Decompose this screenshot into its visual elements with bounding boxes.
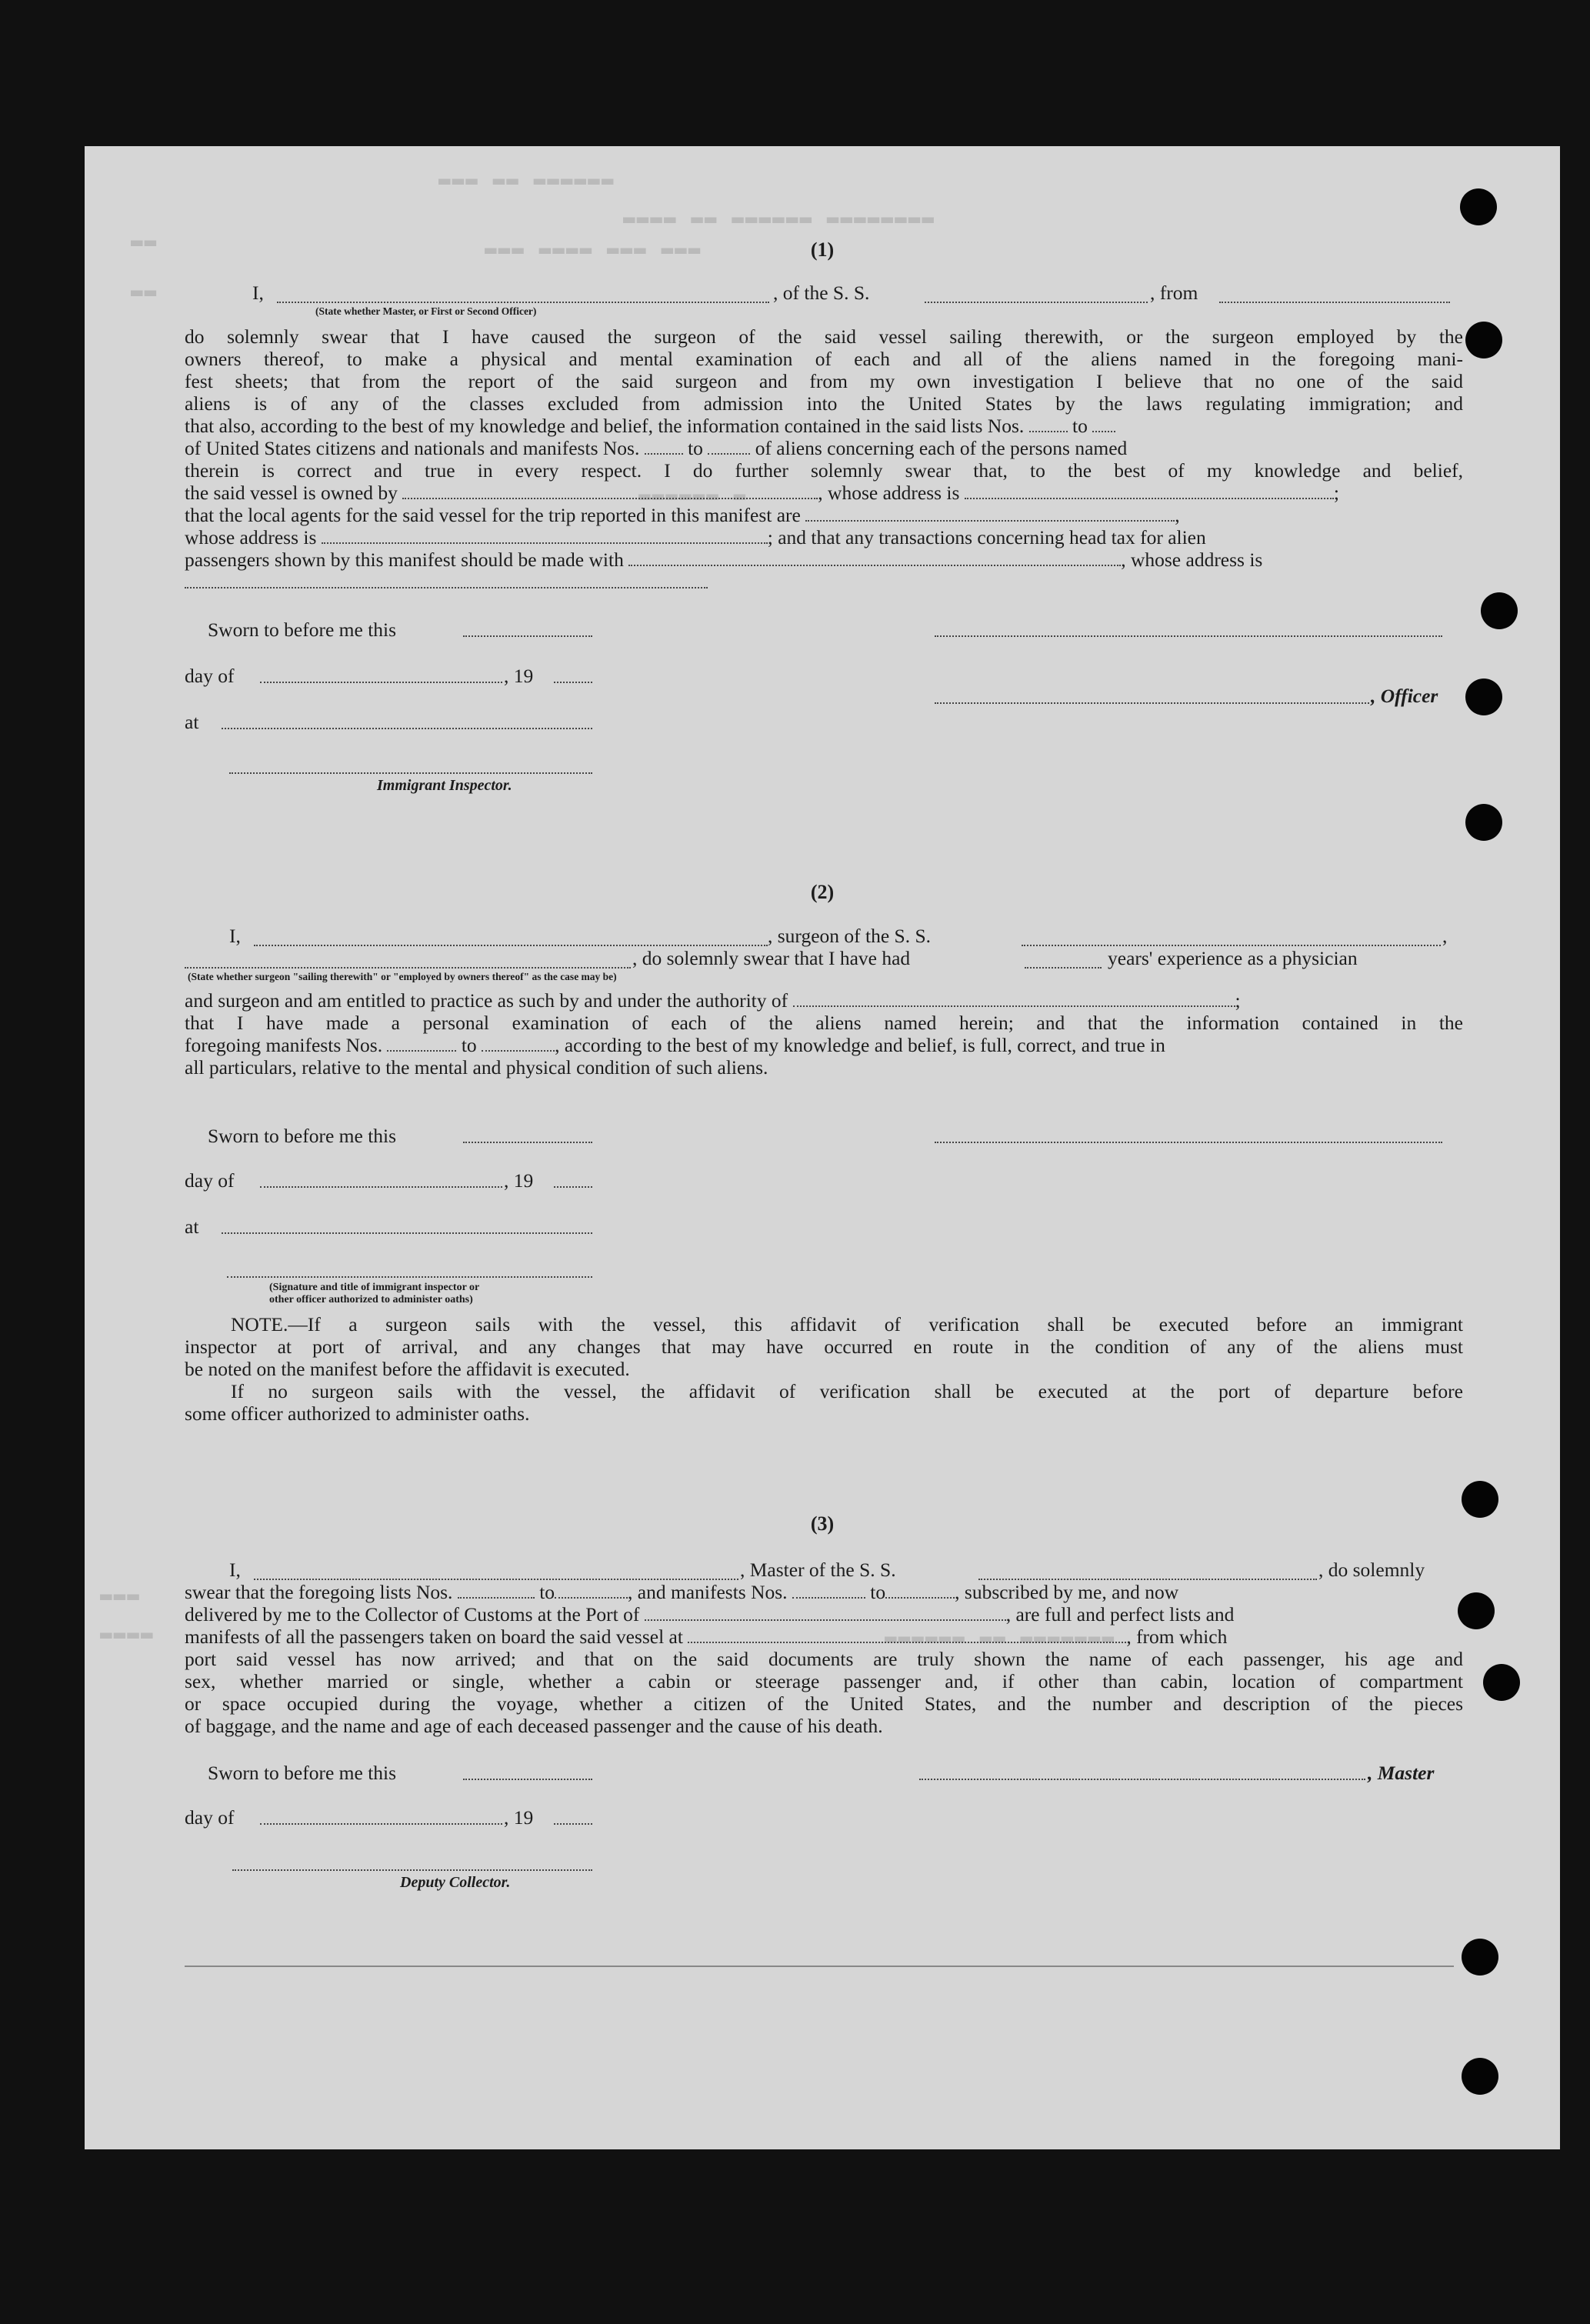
s1-line-4: aliens is of any of the classes excluded from admission into the United States by the laws regulating immigration; and — [185, 392, 1463, 415]
s3-port-taken-blank — [688, 1629, 1126, 1643]
s2-authority-blank — [793, 993, 1235, 1007]
s3-manifests-from-blank — [792, 1585, 865, 1599]
s2-note-line-4: If no surgeon sails with the vessel, the affidavit of verification shall be executed at the port of departure before — [231, 1380, 1463, 1402]
s2-surgeon-instruction: (State whether surgeon "sailing therewith" or "employed by owners thereof" as the case may be) — [188, 971, 617, 982]
s2-manifests-to: to — [461, 1034, 477, 1056]
s2-note-label: NOTE. — [231, 1313, 288, 1335]
s3-master-line — [919, 1779, 1365, 1780]
s2-year-label: , 19 — [504, 1169, 534, 1192]
s2-solemnly-swear: , do solemnly swear that I have had — [632, 947, 911, 969]
s3-line-manifests — [185, 1625, 1463, 1648]
section-3-header: (3) — [810, 1512, 835, 1535]
binder-hole-8 — [1483, 1664, 1520, 1701]
binder-hole-10 — [1462, 2058, 1498, 2095]
bleed-through-mark: ▬▬▬ ▬▬▬▬ ▬▬▬ ▬▬▬ — [485, 238, 702, 262]
s3-from-which: , from which — [1126, 1625, 1228, 1648]
s2-name-blank — [254, 945, 768, 946]
s2-signature-line — [935, 1142, 1442, 1143]
s1-local-agents: that the local agents for the said vessel for the trip reported in this manifest are — [185, 504, 801, 526]
manifest-page — [85, 146, 1560, 2149]
s3-year-blank — [554, 1823, 592, 1825]
s2-note-line-2: inspector at port of arrival, and any changes that may have occurred en route in the condition of any of the aliens must — [185, 1335, 1463, 1358]
s3-manifests-nos: , and manifests Nos. — [628, 1581, 788, 1603]
s1-head-tax: ; and that any transactions concerning head tax for alien — [767, 526, 1206, 548]
s1-officer-label: , Officer — [1371, 685, 1438, 707]
bleed-through-mark: ▬▬▬▬▬▬ ▬ — [638, 485, 748, 508]
s2-sworn-label: Sworn to before me this — [208, 1125, 397, 1147]
s1-head-tax-address-blank — [185, 587, 708, 589]
s1-agents-blank — [805, 508, 1175, 522]
s2-note-line-5: some officer authorized to administer oaths. — [185, 1402, 530, 1425]
s2-line-particulars: all particulars, relative to the mental and physical condition of such aliens. — [185, 1056, 768, 1079]
s1-line-2: owners thereof, to make a physical and mental examination of each and all of the aliens named in the foregoing mani- — [185, 348, 1463, 370]
s1-line-1: do solemnly swear that I have caused the surgeon of the said vessel sailing therewith, or the surgeon employed by the — [185, 325, 1463, 348]
s1-passengers-shown: passengers shown by this manifest should be made with — [185, 548, 624, 571]
s3-line-last: of baggage, and the name and age of each deceased passenger and the cause of his death. — [185, 1715, 883, 1737]
bleed-through-mark: ▬▬▬▬ — [100, 1623, 155, 1646]
s2-note-line-1 — [231, 1313, 1463, 1335]
s3-full-perfect: , are full and perfect lists and — [1005, 1603, 1235, 1625]
s2-authority-text: and surgeon and am entitled to practice as such by and under the authority of — [185, 989, 788, 1012]
s1-from: , from — [1150, 282, 1198, 304]
s3-lists-nos: swear that the foregoing lists Nos. — [185, 1581, 453, 1603]
s2-year-blank — [554, 1186, 592, 1188]
s3-line-1: port said vessel has now arrived; and that on the said documents are truly shown the name of each passenger, his age and — [185, 1648, 1463, 1670]
s1-year-label: , 19 — [504, 665, 534, 687]
s1-lists-to: to — [1072, 415, 1088, 437]
s2-line-authority — [185, 989, 1463, 1012]
s2-line1-comma: , — [1442, 925, 1448, 947]
s1-lists-nos-text: that also, according to the best of my knowledge and belief, the information contained in the said lists Nos. — [185, 415, 1025, 437]
s1-year-blank — [554, 682, 592, 683]
s1-of-the-ss: , of the S. S. — [773, 282, 870, 304]
section-2-header: (2) — [810, 881, 835, 903]
s1-inspector-line — [229, 772, 592, 774]
s3-subscribed: , subscribed by me, and now — [955, 1581, 1179, 1603]
s2-according: , according to the best of my knowledge and belief, is full, correct, and true in — [555, 1034, 1165, 1056]
s1-line-3: fest sheets; that from the report of the said surgeon and from my own investigation I believe that no one of the said — [185, 370, 1463, 392]
s1-line-therein: therein is correct and true in every respect. I do further solemnly swear that, to the best of my knowledge and belief, — [185, 459, 1463, 482]
s2-manifests-to-blank — [482, 1038, 555, 1052]
s1-manifests-to-blank — [708, 441, 750, 455]
bleed-through-mark: ▬▬ — [131, 231, 158, 254]
s3-master-label: , Master — [1368, 1762, 1435, 1784]
s3-day-of-label: day of — [185, 1806, 235, 1829]
bleed-through-mark: ▬▬▬▬▬▬ ▬▬ ▬▬▬▬▬▬▬ — [885, 1627, 1116, 1650]
binder-hole-3 — [1481, 592, 1518, 629]
s2-inspector-line — [227, 1276, 592, 1278]
s3-lists-from-blank — [458, 1585, 535, 1599]
s3-i: I, — [229, 1559, 241, 1581]
s1-sworn-label: Sworn to before me this — [208, 619, 397, 641]
s2-manifests-nos: foregoing manifests Nos. — [185, 1034, 383, 1056]
s3-line-lists — [185, 1581, 1463, 1603]
s3-manifests-to: to — [870, 1581, 886, 1603]
s1-from-blank — [1219, 302, 1450, 303]
s1-semicolon: ; — [1333, 482, 1339, 504]
s3-lists-to-blank — [555, 1585, 628, 1599]
s3-line-3: or space occupied during the voyage, whether a citizen of the United States, and the number and description of the pieces — [185, 1692, 1463, 1715]
s1-whose-address-is: , whose address is — [1121, 548, 1263, 571]
s3-manifests-to-blank — [885, 1585, 955, 1599]
s2-vessel-blank — [1022, 945, 1441, 946]
s1-line-passengers — [185, 548, 1463, 571]
s1-line-owned — [185, 482, 1463, 504]
s1-manifests-to: to — [688, 437, 703, 459]
s3-deputy-line — [232, 1869, 592, 1871]
s1-owned-by: the said vessel is owned by — [185, 482, 398, 504]
s3-year-label: , 19 — [504, 1806, 534, 1829]
s2-at-label: at — [185, 1215, 199, 1238]
s1-i: I, — [252, 282, 264, 304]
s2-at-blank — [222, 1232, 592, 1234]
s1-head-tax-blank — [628, 552, 1121, 566]
s2-surgeon-of: , surgeon of the S. S. — [768, 925, 932, 947]
s3-line-2: sex, whether married or single, whether a cabin or steerage passenger and, if other than cabin, location of compartment — [185, 1670, 1463, 1692]
s2-years-experience: years' experience as a physician — [1108, 947, 1358, 969]
s3-deputy-label: Deputy Collector. — [400, 1874, 511, 1891]
s1-inspector-label: Immigrant Inspector. — [377, 777, 512, 794]
s2-authority-semicolon: ; — [1235, 989, 1241, 1012]
s3-lists-to: to — [539, 1581, 555, 1603]
s1-owner-address-blank — [965, 485, 1334, 499]
s1-agents-address-blank — [322, 530, 768, 544]
s3-sworn-blank — [463, 1779, 592, 1780]
s1-officer-rank-blank — [277, 302, 769, 303]
s1-officer-line — [935, 702, 1369, 704]
s1-manifests-from-blank — [645, 441, 683, 455]
s3-manifests-text: manifests of all the passengers taken on board the said vessel at — [185, 1625, 683, 1648]
s1-whose-address-label: whose address is — [185, 526, 317, 548]
s1-lists-to-blank — [1092, 418, 1115, 432]
bleed-through-mark: ▬▬▬ ▬▬ ▬▬▬▬▬▬ — [438, 169, 615, 192]
s3-master-of: , Master of the S. S. — [740, 1559, 896, 1581]
s2-day-of-label: day of — [185, 1169, 235, 1192]
s1-comma: , — [1175, 504, 1180, 526]
s1-at-blank — [222, 728, 592, 729]
s1-us-citizens-text: of United States citizens and nationals and manifests Nos. — [185, 437, 640, 459]
bleed-through-mark: ▬▬▬▬ ▬▬ ▬▬▬▬▬▬ ▬▬▬▬▬▬▬▬ — [623, 208, 936, 231]
s2-i: I, — [229, 925, 241, 947]
s2-day-blank — [260, 1186, 502, 1188]
s3-vessel-blank — [978, 1579, 1317, 1580]
s1-sworn-blank — [463, 635, 592, 637]
s2-years-blank — [1025, 967, 1102, 969]
s1-line-lists-nos — [185, 415, 1463, 437]
s1-day-of-label: day of — [185, 665, 235, 687]
s2-sailing-blank — [185, 967, 631, 969]
bleed-through-mark: ▬▬ — [131, 281, 158, 304]
s2-signature-title-2: other officer authorized to administer oaths) — [269, 1294, 473, 1305]
s1-rank-instruction: (State whether Master, or First or Second Officer) — [315, 305, 537, 317]
binder-hole-6 — [1462, 1481, 1498, 1518]
s2-line-manifests — [185, 1034, 1463, 1056]
s1-vessel-blank — [925, 302, 1148, 303]
s1-owner-blank — [402, 485, 818, 499]
s1-aliens-concerning: of aliens concerning each of the persons named — [755, 437, 1128, 459]
s3-do-solemnly: , do solemnly — [1318, 1559, 1425, 1581]
s1-signature-line — [935, 635, 1442, 637]
s3-line-collector — [185, 1603, 1463, 1625]
s3-collector-text: delivered by me to the Collector of Customs at the Port of — [185, 1603, 640, 1625]
s3-sworn-label: Sworn to before me this — [208, 1762, 397, 1784]
s1-line-whose-address — [185, 526, 1463, 548]
s3-port-blank — [645, 1607, 1006, 1621]
s1-line-agents — [185, 504, 1463, 526]
bottom-rule — [185, 1966, 1454, 1967]
s1-line-us-citizens — [185, 437, 1463, 459]
s2-note-text-1: —If a surgeon sails with the vessel, this affidavit of verification shall be executed before an immigrant — [288, 1313, 1463, 1335]
s1-lists-from-blank — [1029, 418, 1068, 432]
s1-day-blank — [260, 682, 502, 683]
binder-hole-9 — [1462, 1939, 1498, 1976]
binder-hole-7 — [1458, 1592, 1495, 1629]
s1-at-label: at — [185, 711, 199, 733]
binder-hole-1 — [1460, 188, 1497, 225]
s2-signature-title-1: (Signature and title of immigrant inspector or — [269, 1282, 480, 1293]
s2-line-examination: that I have made a personal examination of each of the aliens named herein; and that the information contained in the — [185, 1012, 1463, 1034]
s2-sworn-blank — [463, 1142, 592, 1143]
s3-day-blank — [260, 1823, 502, 1825]
s3-name-blank — [254, 1579, 738, 1580]
binder-hole-5 — [1465, 804, 1502, 841]
s2-note-line-3: be noted on the manifest before the affidavit is executed. — [185, 1358, 630, 1380]
section-1-header: (1) — [810, 238, 835, 261]
s1-whose-address: , whose address is — [818, 482, 960, 504]
binder-hole-2 — [1465, 322, 1502, 358]
bleed-through-mark: ▬▬▬ — [100, 1585, 141, 1608]
binder-hole-4 — [1465, 679, 1502, 715]
s2-manifests-from-blank — [387, 1038, 456, 1052]
